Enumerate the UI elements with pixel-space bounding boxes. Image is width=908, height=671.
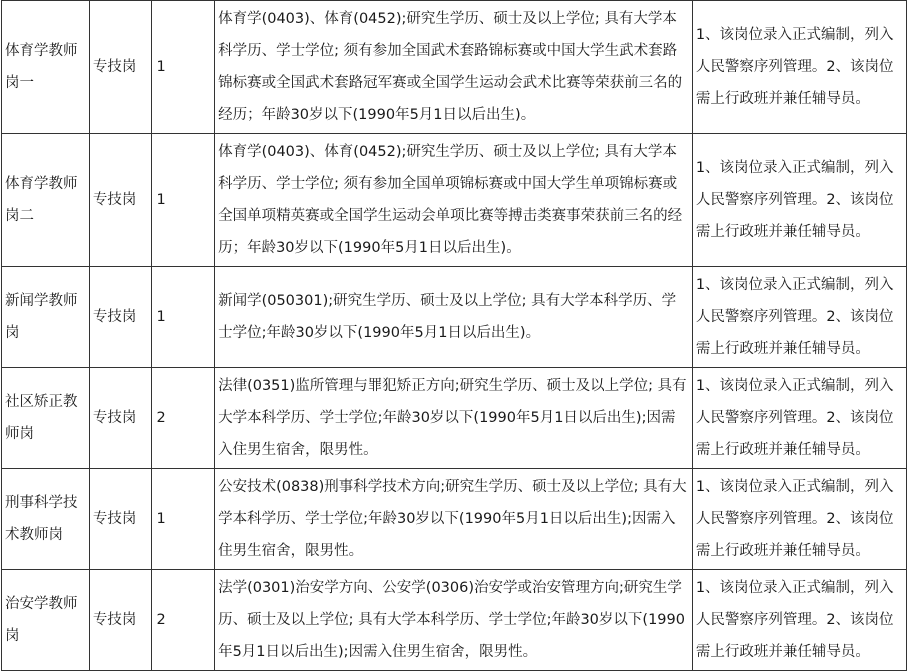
table-row [2, 469, 907, 570]
table-row [2, 570, 907, 671]
notes: 1、该岗位录入正式编制，列入人民警察序列管理。2、该岗位需上行政班并兼任辅导员。 [692, 469, 906, 570]
position-name: 体育学教师岗一 [2, 1, 90, 134]
position-name: 新闻学教师岗 [2, 267, 90, 368]
position-name: 刑事科学技术教师岗 [2, 469, 90, 570]
position-category: 专技岗 [89, 134, 152, 267]
headcount: 1 [152, 134, 215, 267]
requirements: 新闻学(050301);研究生学历、硕士及以上学位; 具有大学本科学历、学士学位;年龄30岁以下(1990年5月1日以后出生)。 [215, 267, 693, 368]
notes: 1、该岗位录入正式编制，列入人民警察序列管理。2、该岗位需上行政班并兼任辅导员。 [692, 1, 906, 134]
table-row [2, 134, 907, 267]
requirements: 法学(0301)治安学方向、公安学(0306)治安学或治安管理方向;研究生学历、硕士及以上学位; 具有大学本科学历、学士学位;年龄30岁以下(1990年5月1日以后出生);因需入住男生宿舍，限男性。 [215, 570, 693, 671]
headcount: 2 [152, 570, 215, 671]
notes: 1、该岗位录入正式编制，列入人民警察序列管理。2、该岗位需上行政班并兼任辅导员。 [692, 570, 906, 671]
position-name: 体育学教师岗二 [2, 134, 90, 267]
headcount: 2 [152, 368, 215, 469]
notes: 1、该岗位录入正式编制，列入人民警察序列管理。2、该岗位需上行政班并兼任辅导员。 [692, 267, 906, 368]
position-category: 专技岗 [89, 368, 152, 469]
requirements: 体育学(0403)、体育(0452);研究生学历、硕士及以上学位; 具有大学本科学历、学士学位; 须有参加全国单项锦标赛或中国大学生单项锦标赛或全国单项精英赛或全国学生运动会单项比赛等搏击类赛事荣获前三名的经历；年龄30岁以下(1990年5月1日以后出生)。 [215, 134, 693, 267]
table-row [2, 368, 907, 469]
position-category: 专技岗 [89, 1, 152, 134]
position-name: 治安学教师岗 [2, 570, 90, 671]
position-name: 社区矫正教师岗 [2, 368, 90, 469]
position-category: 专技岗 [89, 267, 152, 368]
position-category: 专技岗 [89, 469, 152, 570]
requirements: 公安技术(0838)刑事科学技术方向;研究生学历、硕士及以上学位; 具有大学本科学历、学士学位;年龄30岁以下(1990年5月1日以后出生);因需入住男生宿舍，限男性。 [215, 469, 693, 570]
notes: 1、该岗位录入正式编制，列入人民警察序列管理。2、该岗位需上行政班并兼任辅导员。 [692, 134, 906, 267]
headcount: 1 [152, 267, 215, 368]
requirements: 法律(0351)监所管理与罪犯矫正方向;研究生学历、硕士及以上学位; 具有大学本科学历、学士学位;年龄30岁以下(1990年5月1日以后出生);因需入住男生宿舍，限男性。 [215, 368, 693, 469]
headcount: 1 [152, 469, 215, 570]
position-category: 专技岗 [89, 570, 152, 671]
table-row [2, 267, 907, 368]
requirements: 体育学(0403)、体育(0452);研究生学历、硕士及以上学位; 具有大学本科学历、学士学位; 须有参加全国武术套路锦标赛或中国大学生武术套路锦标赛或全国武术套路冠军赛或全国学生运动会武术比赛等荣获前三名的经历；年龄30岁以下(1990年5月1日以后出生)。 [215, 1, 693, 134]
notes: 1、该岗位录入正式编制，列入人民警察序列管理。2、该岗位需上行政班并兼任辅导员。 [692, 368, 906, 469]
headcount: 1 [152, 1, 215, 134]
table-row [2, 1, 907, 134]
recruitment-table [1, 0, 907, 671]
